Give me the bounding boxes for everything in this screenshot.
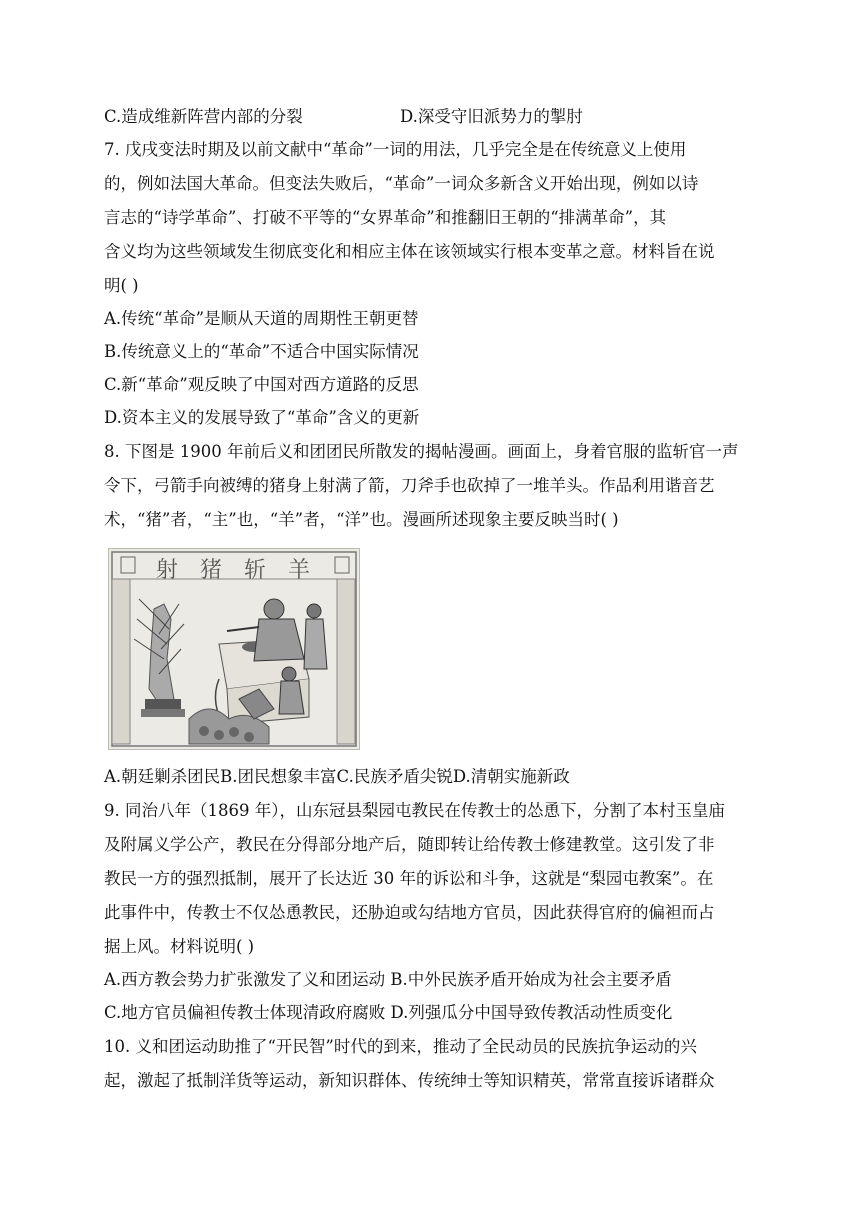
q9-options-cd: C.地方官员偏袒传教士体现清政府腐败 D.列强瓜分中国导致传教活动性质变化 xyxy=(104,1003,673,1022)
q8-option-c: C.民族矛盾尖锐 xyxy=(336,767,453,786)
q9-stem-line: 据上风。材料说明( ) xyxy=(104,937,255,956)
q10-stem-line: 起，激起了抵制洋货等运动，新知识群体、传统绅士等知识精英，常常直接诉诸群众 xyxy=(104,1071,715,1090)
q7-option-b: B.传统意义上的“革命”不适合中国实际情况 xyxy=(104,342,419,361)
q9-options-ab: A.西方教会势力扩张激发了义和团运动 B.中外民族矛盾开始成为社会主要矛盾 xyxy=(104,970,672,989)
q10-stem-line: 10. 义和团运动助推了“开民智”时代的到来，推动了全民动员的民族抗争运动的兴 xyxy=(104,1037,697,1056)
q9-stem-line: 9. 同治八年（1869 年），山东冠县梨园屯教民在传教士的怂恿下，分割了本村玉皇庙 xyxy=(104,801,725,820)
q8-stem-line: 术，“猪”者，“主”也，“羊”者，“洋”也。漫画所述现象主要反映当时( ) xyxy=(104,510,619,529)
q7-stem-line: 含义均为这些领域发生彻底变化和相应主体在该领域实行根本变革之意。材料旨在说 xyxy=(104,242,715,261)
q8-stem-line: 8. 下图是 1900 年前后义和团团民所散发的揭帖漫画。画面上，身着官服的监斩官一声 xyxy=(104,442,739,461)
q7-stem-line: 明( ) xyxy=(104,276,139,295)
cartoon-title: 射猪斩羊 xyxy=(155,558,332,583)
q7-stem-line: 的，例如法国大革命。但变法失败后，“革命”一词众多新含义开始出现，例如以诗 xyxy=(104,174,699,193)
q8-stem-line: 令下，弓箭手向被缚的猪身上射满了箭，刀斧手也砍掉了一堆羊头。作品利用谐音艺 xyxy=(104,476,715,495)
q6-option-d: D.深受守旧派势力的掣肘 xyxy=(400,107,583,126)
q8-options-row xyxy=(104,766,570,788)
q8-option-a: A.朝廷剿杀团民 xyxy=(104,767,221,786)
q9-stem-line: 此事件中，传教士不仅怂恿教民，还胁迫或勾结地方官员，因此获得官府的偏袒而占 xyxy=(104,903,715,922)
cartoon-image xyxy=(108,548,360,750)
q7-stem-line: 7. 戊戌变法时期及以前文献中“革命”一词的用法，几乎完全是在传统意义上使用 xyxy=(104,140,687,159)
q7-option-d: D.资本主义的发展导致了“革命”含义的更新 xyxy=(104,408,420,427)
q8-option-b: B.团民想象丰富 xyxy=(220,767,337,786)
q9-stem-line: 及附属义学公产，教民在分得部分地产后，随即转让给传教士修建教堂。这引发了非 xyxy=(104,835,715,854)
q7-option-a: A.传统“革命”是顺从天道的周期性王朝更替 xyxy=(104,309,419,328)
q6-option-c: C.造成维新阵营内部的分裂 xyxy=(104,107,303,126)
cartoon-illustration xyxy=(109,549,359,749)
q8-option-d: D.清朝实施新政 xyxy=(452,767,570,786)
q7-stem-line: 言志的“诗学革命”、打破不平等的“女界革命”和推翻旧王朝的“排满革命”，其 xyxy=(104,208,667,227)
q7-option-c: C.新“革命”观反映了中国对西方道路的反思 xyxy=(104,375,419,394)
q9-stem-line: 教民一方的强烈抵制，展开了长达近 30 年的诉讼和斗争，这就是“梨园屯教案”。在 xyxy=(104,869,714,888)
